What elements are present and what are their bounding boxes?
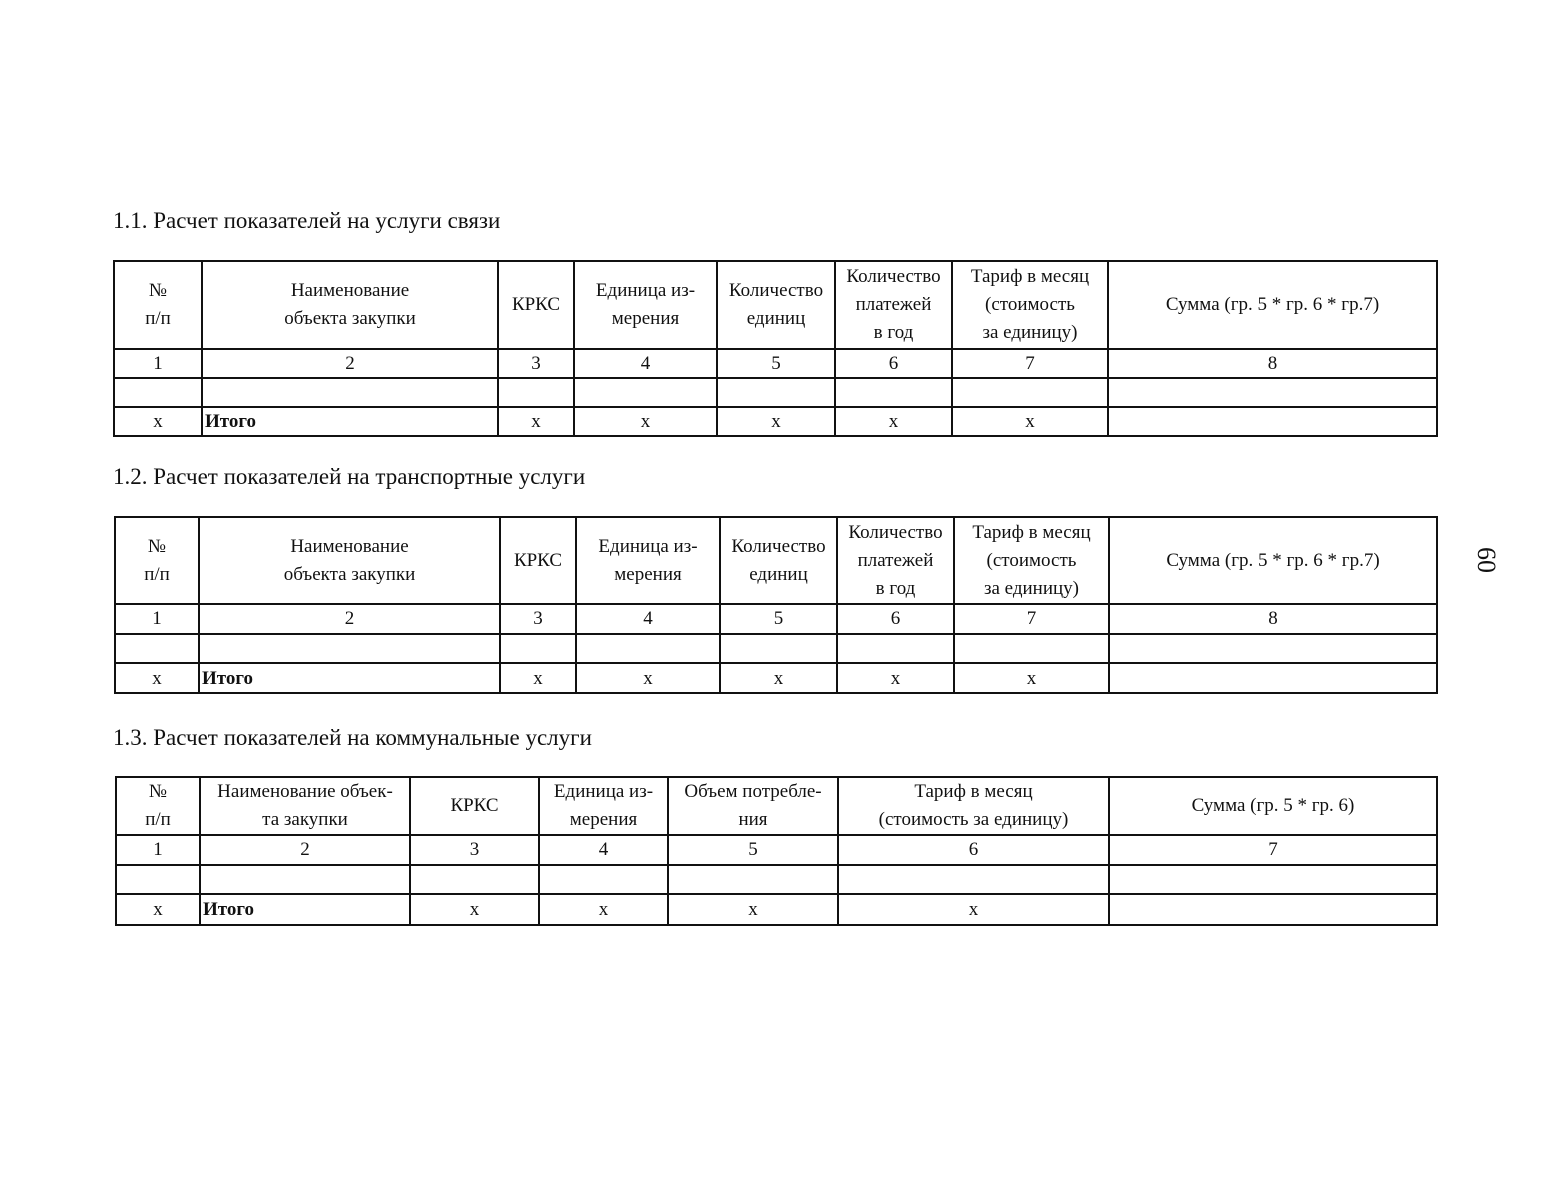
header-cell: Тариф в месяц (стоимость за единицу) [952, 261, 1108, 349]
table-cell: x [576, 663, 720, 693]
column-number: 5 [668, 835, 838, 865]
total-row [115, 663, 1437, 693]
header-cell: Единица из- мерения [576, 517, 720, 604]
table-cell [1109, 634, 1437, 663]
total-label: Итого [202, 407, 498, 436]
header-cell: Наименование объекта закупки [199, 517, 500, 604]
table-cell [500, 634, 576, 663]
column-number: 5 [720, 604, 837, 634]
header-row [114, 261, 1437, 349]
column-number: 1 [116, 835, 200, 865]
table-cell [115, 634, 199, 663]
table-cell: x [539, 894, 668, 925]
section-3-title: 1.3. Расчет показателей на коммунальные услуги [113, 725, 592, 750]
table-cell [1109, 894, 1437, 925]
header-cell: № п/п [116, 777, 200, 835]
header-cell: Сумма (гр. 5 * гр. 6) [1109, 777, 1437, 835]
header-cell: Объем потребле- ния [668, 777, 838, 835]
column-number: 4 [576, 604, 720, 634]
total-label: Итого [200, 894, 410, 925]
table-cell [199, 634, 500, 663]
table-cell [200, 865, 410, 894]
table-cell [952, 378, 1108, 407]
table-cell [116, 865, 200, 894]
table-cell [835, 378, 952, 407]
table-cell: x [668, 894, 838, 925]
table-cell: x [720, 663, 837, 693]
header-cell: КРКС [498, 261, 574, 349]
table-cell: x [500, 663, 576, 693]
header-cell: № п/п [114, 261, 202, 349]
header-row [116, 777, 1437, 835]
table-cell: x [717, 407, 835, 436]
header-cell: Сумма (гр. 5 * гр. 6 * гр.7) [1108, 261, 1437, 349]
transport-services-table [114, 516, 1438, 694]
total-row [114, 407, 1437, 436]
table-cell: x [838, 894, 1109, 925]
header-cell: Сумма (гр. 5 * гр. 6 * гр.7) [1109, 517, 1437, 604]
header-cell: Количество платежей в год [837, 517, 954, 604]
header-cell: Наименование объекта закупки [202, 261, 498, 349]
column-number: 2 [202, 349, 498, 378]
column-number: 6 [837, 604, 954, 634]
table-cell: x [574, 407, 717, 436]
utility-services-table [115, 776, 1438, 926]
header-cell: Единица из- мерения [574, 261, 717, 349]
column-number-row [116, 835, 1437, 865]
table-cell [202, 378, 498, 407]
header-row [115, 517, 1437, 604]
header-cell: № п/п [115, 517, 199, 604]
header-cell: Тариф в месяц (стоимость за единицу) [954, 517, 1109, 604]
column-number: 7 [1109, 835, 1437, 865]
column-number: 6 [835, 349, 952, 378]
header-cell: КРКС [410, 777, 539, 835]
table-cell [539, 865, 668, 894]
table-cell [837, 634, 954, 663]
table-cell [1108, 407, 1437, 436]
table-cell: x [835, 407, 952, 436]
table-cell [838, 865, 1109, 894]
header-cell: Единица из- мерения [539, 777, 668, 835]
table-cell [1109, 663, 1437, 693]
column-number: 4 [574, 349, 717, 378]
table-cell [410, 865, 539, 894]
column-number: 6 [838, 835, 1109, 865]
column-number: 2 [200, 835, 410, 865]
page-number: 60 [1472, 547, 1501, 573]
column-number: 3 [410, 835, 539, 865]
table-cell [1108, 378, 1437, 407]
column-number: 1 [114, 349, 202, 378]
column-number: 7 [952, 349, 1108, 378]
table-cell: x [837, 663, 954, 693]
column-number-row [115, 604, 1437, 634]
table-cell [114, 378, 202, 407]
column-number: 1 [115, 604, 199, 634]
empty-row [114, 378, 1437, 407]
header-cell: Тариф в месяц (стоимость за единицу) [838, 777, 1109, 835]
table-cell: x [498, 407, 574, 436]
column-number: 2 [199, 604, 500, 634]
empty-row [115, 634, 1437, 663]
header-cell: КРКС [500, 517, 576, 604]
table-cell [720, 634, 837, 663]
header-cell: Количество платежей в год [835, 261, 952, 349]
column-number: 8 [1109, 604, 1437, 634]
table-cell [717, 378, 835, 407]
table-cell [574, 378, 717, 407]
column-number: 8 [1108, 349, 1437, 378]
column-number: 5 [717, 349, 835, 378]
total-row [116, 894, 1437, 925]
column-number: 7 [954, 604, 1109, 634]
table-cell [576, 634, 720, 663]
column-number: 4 [539, 835, 668, 865]
table-cell: x [114, 407, 202, 436]
table-cell [498, 378, 574, 407]
header-cell: Количество единиц [717, 261, 835, 349]
column-number: 3 [500, 604, 576, 634]
communication-services-table [113, 260, 1438, 437]
section-1-title: 1.1. Расчет показателей на услуги связи [113, 208, 501, 233]
empty-row [116, 865, 1437, 894]
header-cell: Количество единиц [720, 517, 837, 604]
table-cell [954, 634, 1109, 663]
table-cell: x [954, 663, 1109, 693]
header-cell: Наименование объек- та закупки [200, 777, 410, 835]
table-cell [668, 865, 838, 894]
table-cell: x [115, 663, 199, 693]
section-2-title: 1.2. Расчет показателей на транспортные услуги [113, 464, 586, 489]
column-number: 3 [498, 349, 574, 378]
total-label: Итого [199, 663, 500, 693]
table-cell: x [116, 894, 200, 925]
table-cell: x [952, 407, 1108, 436]
column-number-row [114, 349, 1437, 378]
table-cell: x [410, 894, 539, 925]
table-cell [1109, 865, 1437, 894]
